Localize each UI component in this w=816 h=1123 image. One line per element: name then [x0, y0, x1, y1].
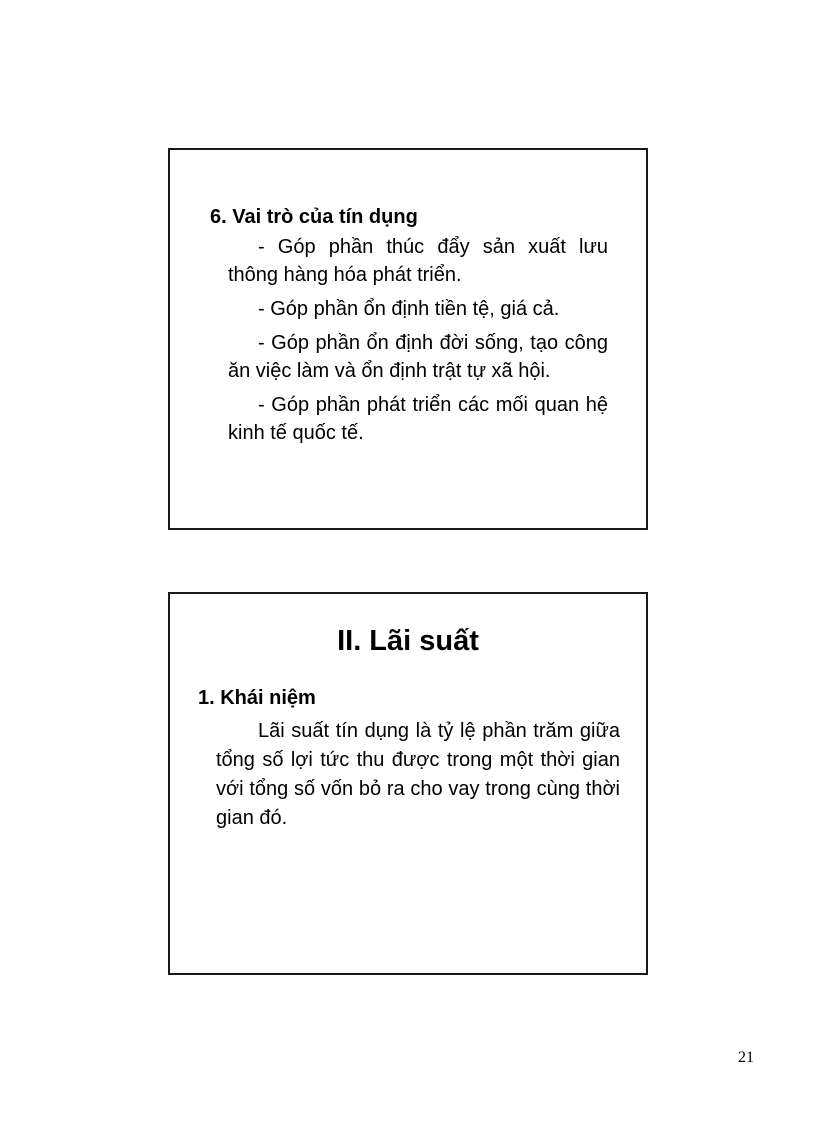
page-number: 21 [738, 1049, 754, 1066]
bullet-paragraph: - Góp phần ổn định tiền tệ, giá cả. [258, 298, 560, 320]
section-heading: 1. Khái niệm [198, 687, 316, 709]
slide-body [216, 717, 620, 839]
bullet-paragraph: - Góp phần thúc đẩy sản xuất lưu thông hàng hóa phát triển. [228, 236, 608, 286]
slide-body [228, 233, 608, 453]
definition-paragraph: Lãi suất tín dụng là tỷ lệ phần trăm giữa tổng số lợi tức thu được trong một thời gian với tổng số vốn bỏ ra cho vay trong cùng thời gian đó. [216, 720, 620, 829]
section-heading: 6. Vai trò của tín dụng [210, 206, 418, 228]
slide-interest-rate [168, 592, 648, 975]
slide-credit-role [168, 148, 648, 530]
bullet-paragraph: - Góp phần phát triển các mối quan hệ kinh tế quốc tế. [228, 394, 608, 444]
bullet-paragraph: - Góp phần ổn định đời sống, tạo công ăn việc làm và ổn định trật tự xã hội. [228, 332, 608, 382]
slide-title: II. Lãi suất [337, 625, 479, 657]
